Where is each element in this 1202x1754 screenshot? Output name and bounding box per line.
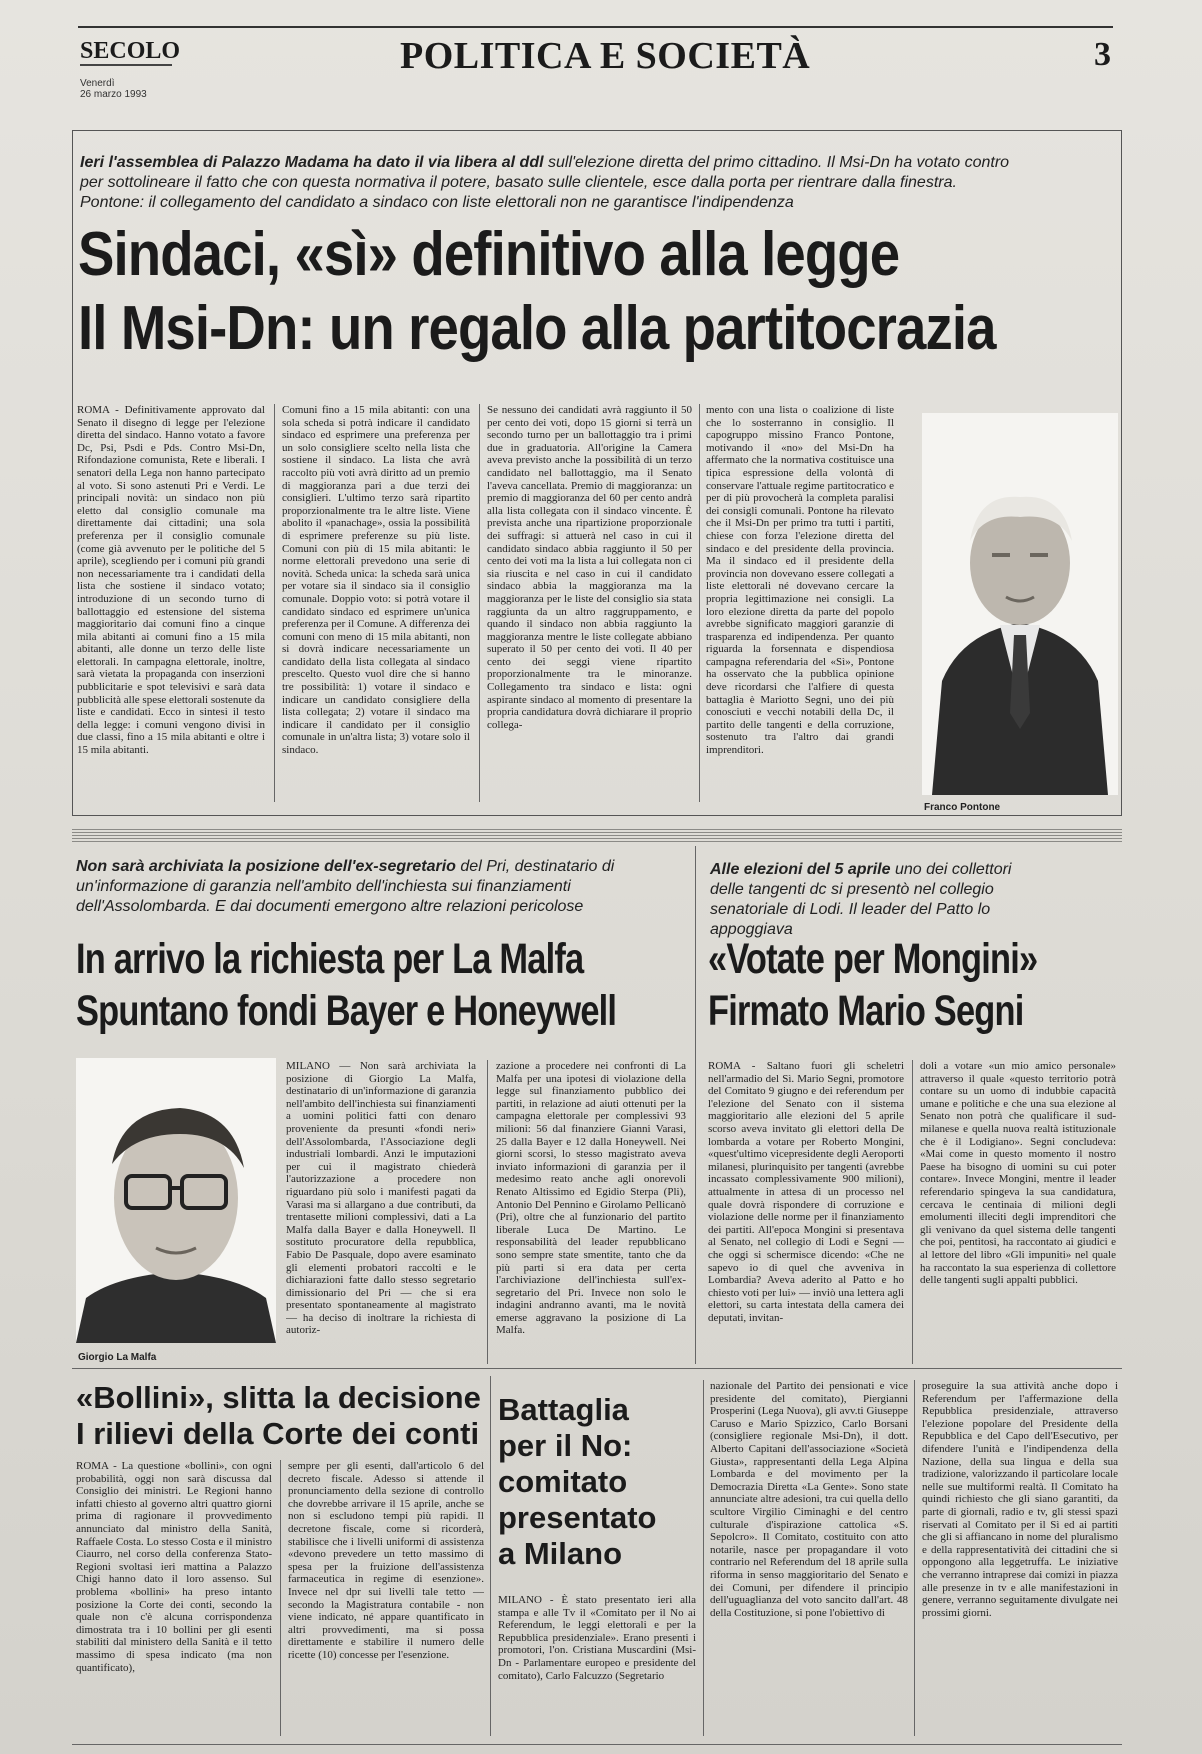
mongini-intro-rest: uno dei collettori delle tangenti dc si presentò nel collegio senatoriale di Lodi. Il leader del Patto lo appoggiava (710, 861, 1012, 938)
lamalfa-headline-1: In arrivo la richiesta per La Malfa (76, 935, 584, 983)
hatched-divider (72, 828, 1122, 842)
issue-date-text: 26 marzo 1993 (80, 89, 147, 100)
lamalfa-intro-rest: del Pri, destinatario di un'informazione di garanzia nell'ambito dell'inchiesta sui finanziamenti dell'Assolombarda. E dai documenti emergono altre relazioni pericolose (76, 858, 615, 915)
battaglia-headline-line: comitato (498, 1464, 628, 1499)
column-divider (914, 1380, 915, 1736)
column-divider (699, 404, 700, 802)
battaglia-column-1: MILANO - È stato presentato ieri alla stampa e alle Tv il «Comitato per il No ai Referendum, le leggi elettorali e per la Repubblica presidenziale». Erano presenti i promotori, l'on. Cristiana Muscardini (Msi-Dn - Parlamentare europeo e presidente del comitato), Carlo Falcuzzo (Segretario (498, 1594, 696, 1682)
column-divider (274, 404, 275, 802)
issue-date (80, 78, 147, 100)
lamalfa-intro-bold: Non sarà archiviata la posizione dell'ex-segretario (76, 858, 456, 875)
column-divider (912, 1060, 913, 1364)
battaglia-headline (498, 1392, 698, 1572)
battaglia-headline-line: per il No: (498, 1428, 633, 1463)
lamalfa-photo (76, 1058, 276, 1343)
mongini-headline-1: «Votate per Mongini» (708, 935, 1038, 983)
bollini-column-2: sempre per gli esenti, dall'articolo 6 del decreto fiscale. Adesso si attende il pronunciamento della sezione di controllo che dovrebbe arrivare il 15 aprile, anche se non si escludono tempi più rapidi. Il decretone fiscale, come si ricorderà, stabilisce che i livelli uniformi di assistenza «devono prevedere un tetto massimo di spesa per la fruizione dell'assistenza farmaceutica in regime di esenzione». Invece nel dpr sui livelli tale tetto — secondo la Magistratura contabile - non viene indicato, né appare quantificato in altri provvedimenti, ma si possa direttamente e stabilire il numero delle ricette (10) concesse per l'esenzione. (288, 1460, 484, 1661)
lead-intro (80, 153, 1020, 213)
section-divider (695, 846, 696, 1364)
lead-column-4: mento con una lista o coalizione di liste che lo sosterranno in consiglio. Il capogruppo missino Franco Pontone, motivando il «no» del Msi-Dn ha affermato che la normativa costituisce una tipica espressione della volontà di conservare l'attuale regime partitocratico e per di più provocherà la completa paralisi dei consigli comunali. Pontone ha rilevato che il Msi-Dn per primo tra tutti i partiti, chiese con forza l'elezione diretta del sindaco e del presidente della provincia. Ma il sindaco ed il presidente della provincia non dovevano essere collegati a liste elettorali né dovevano cercare la propria legittimazione nei consigli. La loro elezione diretta da parte del popolo avrebbe significato maggiori garanzie di trasparenza ed indipendenza. Per quanto riguarda la forsennata e dispendiosa campagna referendaria del «Sì», Pontone ha osservato che la pubblica opinione deve ricordarsi che l'alfiere di questa battaglia è Mariotto Segni, uno dei più conosciuti e vecchi notabili della Dc, il partito delle tangenti e della corruzione, sostenuto tra l'altro dai grandi imprenditori. (706, 404, 894, 757)
issue-day: Venerdì (80, 78, 115, 89)
masthead-underline (80, 64, 172, 66)
lead-column-2: Comuni fino a 15 mila abitanti: con una sola scheda si potrà indicare il candidato sindaco ed esprimere una preferenza per un solo consigliere scelto nella lista che sostiene il sindaco. La lista che avrà raccolto più voti avrà diritto ad un premio di maggioranza pari a due terzi dei consiglieri. L'ultimo terzo sarà ripartito proporzionalmente tra le altre liste. Viene abolito il «panachage», ossia la possibilità di esprimere preferenze su più liste. Comuni con più di 15 mila abitanti: le norme elettorali prevedono una serie di novità. Scheda unica: la scheda sarà unica per votare sia il sindaco sia il consiglio comunale. Doppio voto: si potrà votare il candidato sindaco ed esprimere un'unica preferenza per il Comune. A differenza dei comuni con meno di 15 mila abitanti, non si dovrà indicare necessariamente un candidato della lista collegata al sindaco prescelto. Questo vuol dire che si hanno tre possibilità: 1) votare il sindaco e indicare un candidato consigliere della lista collegata; 2) votare il sindaco ma indicare il candidato per il consiglio comunale in un'altra lista; 3) votare solo il sindaco. (282, 404, 470, 757)
lamalfa-headline-2: Spuntano fondi Bayer e Honeywell (76, 987, 617, 1035)
lead-headline-1: Sindaci, «sì» definitivo alla legge (78, 220, 900, 289)
lead-column-3: Se nessuno dei candidati avrà raggiunto il 50 per cento dei voti, dopo 15 giorni si terrà un secondo turno per un ballottaggio tra i primi due in graduatoria. All'origine la Camera aveva previsto anche la possibilità di un terzo candidato nel ballottaggio, ma il Senato l'aveva cancellata. Premio di maggioranza: un premio di maggioranza del 60 per cento andrà alla lista collegata con il sindaco vincente. È prevista anche una ripartizione proporzionale dei suffragi: si attuerà nel caso in cui il candidato sindaco abbia raggiunto il 50 per cento dei voti ma la lista a lui collegata non ci sia riuscita e nel caso in cui il candidato sindaco abbia la maggioranza ma la maggioranza per le liste del consiglio sia stata raggiunta da un altro raggruppamento, e quando il sindaco non abbia raggiunto la maggioranza mentre le liste collegate abbiano superato il 50 per cento dei voti. Il 40 per cento dei seggi viene ripartito proporzionalmente tra le minoranze. Collegamento tra sindaco e lista: ogni aspirante sindaco al momento di presentare la propria candidatura dovrà dichiarare il proprio collega- (487, 404, 692, 731)
bollini-headline-2: I rilievi della Corte dei conti (76, 1416, 480, 1451)
mongini-column-1: ROMA - Saltano fuori gli scheletri nell'armadio del Sì. Mario Segni, promotore del Comitato 9 giugno e dei referendum per l'elezione del Senato con il sistema maggioritario alle elezioni del 5 aprile scorso aveva invitato gli elettori della De lombarda a votare per Roberto Mongini, «quest'ultimo vicepresidente degli Aeroporti milanesi, plurinquisito per tangenti (avrebbe incassato complessivamente 900 milioni), attualmente in attesa di un processo nel quale dovrà rispondere di corruzione e violazione delle norme per il finanziamento dei partiti. All'epoca Mongini si presentava al Senato, nel collegio di Lodi e Segni — che oggi si schermisce dicendo: «Che ne sapevo io di quel che avveniva in Lombardia? Aveva aderito al Patto e ho chiesto voti per lui» — inviò una lettera agli elettori, su carta intestata della camera dei deputati, invitan- (708, 1060, 904, 1324)
bottom-rule (72, 1744, 1122, 1745)
mongini-intro-bold: Alle elezioni del 5 aprile (710, 861, 891, 878)
battaglia-column-3: proseguire la sua attività anche dopo i Referendum per l'affermazione della Repubblica presidenziale, attraverso l'elezione popolare del Presidente della Repubblica e del Capo dell'Esecutivo, per difendere l'unità e l'indipendenza della Nazione, della sua lingua e della sua tradizione, valorizzando il particolare locale nelle sue multiformi realtà. Il Comitato ha quindi richiesto che gli siano garantiti, da parte di giornali, radio e tv, gli stessi spazi riservati al Comitato per il Sì ed ai partiti che gli si affiancano in nome del pluralismo e della rappresentatività dei cittadini che si oppongono alla leggetruffa. Le iniziative che verranno intraprese dai comizi in piazza alle presenze in tv e alle manifestazioni in genere, verranno seguitamente divulgate nei prossimi giorni. (922, 1380, 1118, 1619)
battaglia-column-2: nazionale del Partito dei pensionati e vice presidente del comitato), Piergianni Prosperini (Lega Nuova), gli avv.ti Giuseppe Caruso e Mario Spizzico, Carlo Borsani (consigliere regionale Msi-Dn), il dott. Alberto Capitani dell'associazione «Società Giusta», rappresentanti della Lega Alpina Lombarda e del movimento per la Democrazia Diretta «La Gente». Sono state annunciate altre adesioni, tra cui quella dello scultore Virgilio Ciminaghi e del centro culturale d'ispirazione cattolica «S. Sepolcro». Il Comitato, costituito con atto notarile, nasce per propagandare il voto contrario nel Referendum del 18 aprile sulla riforma in senso maggioritario del Senato e dei Comuni, per difendere il principio dell'uguaglianza del voto sancito dall'art. 48 della Costituzione, si pone l'obiettivo di (710, 1380, 908, 1619)
lead-column-1: ROMA - Definitivamente approvato dal Senato il disegno di legge per l'elezione diretta del sindaco. Hanno votato a favore Dc, Psi, Psdi e Pds. Contro Msi-Dn, Rifondazione comunista, Rete e liberali. I senatori della Lega non hanno partecipato al voto. Si sono astenuti Pri e Verdi. Le principali novità: un sindaco non più eletto dal consiglio comunale ma direttamente dai cittadini; una sola preferenza per il consiglio comunale (come già avvenuto per le politiche del 5 aprile), scegliendo per i comuni più grandi non necessariamente tra i candidati della lista che sostiene il sindaco votato; introduzione di un secondo turno di ballottaggio ed estensione del sistema maggioritario dai comuni fino a cinque mila abitanti ai comuni fino a 15 mila abitanti, alle donne un terzo delle liste elettorali. In campagna elettorale, inoltre, sarà vietata la propaganda con inserzioni pubblicitarie e spot televisivi e sarà data pubblicità alle spese elettorali sostenute da liste e candidati. Ecco in sintesi il testo della legge: i comuni vengono divisi in due classi, fino a 15 mila abitanti e oltre i 15 mila abitanti. (77, 404, 265, 757)
lamalfa-caption: Giorgio La Malfa (78, 1352, 157, 1363)
column-divider (479, 404, 480, 802)
mongini-headline-2: Firmato Mario Segni (708, 987, 1024, 1035)
lead-intro-bold: Ieri l'assemblea di Palazzo Madama ha dato il via libera al ddl (80, 154, 544, 171)
bollini-headline-1: «Bollini», slitta la decisione (76, 1380, 481, 1415)
horizontal-divider (72, 1368, 1122, 1369)
battaglia-headline-line: Battaglia (498, 1392, 629, 1427)
section-divider (490, 1376, 491, 1736)
lamalfa-column-2: zazione a procedere nei confronti di La Malfa per una ipotesi di violazione della legge sul finanziamento pubblico dei partiti, in relazione ad aiuti ottenuti per la campagna elettorale per complessivi 93 milioni: 56 dal finanziere Gianni Varasi, 25 dalla Bayer e 12 dalla Honeywell. Nei giorni scorsi, lo stesso magistrato aveva inviato informazioni di garanzia per il medesimo reato anche agli onorevoli Renato Altissimo ed Egidio Sterpa (Pli), Antonio Del Pennino e Girolamo Pellicanò (Pri), oltre che al funzionario del partito liberale Luca De Martino. Le responsabilità del leader repubblicano sono sempre state smentite, tanto che da più parti si era data per certa l'archiviazione dell'inchiesta sull'ex-segretario del Pri. Invece non solo le indagini andranno avanti, ma le novità emerse aggravano la posizione di La Malfa. (496, 1060, 686, 1337)
bollini-column-1: ROMA - La questione «bollini», con ogni probabilità, oggi non sarà discussa dal Consiglio dei ministri. Le Regioni hanno infatti chiesto al governo altri quattro giorni prima di ragionare il provvedimento annunciato dal ministro della Sanità, Raffaele Costa. Lo stesso Costa e il ministro Ciaurro, nel corso della conferenza Stato-Regioni svoltasi ieri mattina a Palazzo Chigi hanno dato il loro assenso. Sul problema «bollini» ha preso intanto posizione la Corte dei conti, secondo la quale non c'è alcuna corrispondenza dimostrata tra i 10 bollini per gli esenti stabiliti dal ministero della Sanità e il tetto massimo di spesa indicato (ma non quantificato), (76, 1460, 272, 1674)
column-divider (280, 1460, 281, 1736)
page-number: 3 (1094, 36, 1111, 73)
lamalfa-column-1: MILANO — Non sarà archiviata la posizione di Giorgio La Malfa, destinatario di un'informazione di garanzia nell'ambito dell'inchiesta sui finanziamenti a uomini politici fatti con denaro proveniente da presunti «fondi neri» dell'Assolombarda, l'Associazione degli industriali lombardi. Anzi le imputazioni per cui il magistrato chiederà l'autorizzazione a procedere non riguardano più solo i manifesti pagati da Varasi ma si allargano a due contributi, da trentasette milioni complessivi, dati a La Malfa dalla Bayer e dalla Honeywell. Il sostituto procuratore della repubblica, Fabio De Pasquale, dopo avere esaminato gli elementi probatori raccolti e le dichiarazioni fatte dallo stesso segretario dimissionario del Pri — che si era presentato spontaneamente al magistrato — ha deciso di inoltrare la richiesta di autoriz- (286, 1060, 476, 1337)
portrait-figure (922, 413, 1118, 795)
lamalfa-portrait (76, 1058, 276, 1343)
top-rule (78, 26, 1113, 28)
battaglia-headline-line: presentato (498, 1500, 657, 1535)
section-title: POLITICA E SOCIETÀ (400, 35, 811, 77)
mongini-intro (710, 860, 1040, 940)
column-divider (487, 1060, 488, 1364)
masthead-logo: SECOLO (80, 38, 181, 64)
battaglia-headline-line: a Milano (498, 1536, 623, 1571)
lead-intro-rest: sull'elezione diretta del primo cittadino. Il Msi-Dn ha votato contro per sottolineare il fatto che con questa normativa il potere, basato sulle clientele, esce dalla porta per rientrare dalla finestra. Pontone: il collegamento del candidato a sindaco con liste elettorali non ne garantisce l'indipendenza (80, 154, 1010, 211)
mongini-column-2: doli a votare «un mio amico personale» attraverso il quale «questo territorio potrà contare su un uomo di indubbie capacità umane e politiche e che una sua elezione al Senato non potrà che qualificare il sud-milanese e quella nuova realtà istituzionale che è il Lodigiano». Segni concludeva: «Mai come in questo momento il nostro Paese ha bisogno di uomini su cui poter contare». Invece Mongini, mentre il leader referendario spingeva la sua candidatura, cercava le centinaia di milioni degli emolumenti illeciti degli imprenditori che gli venivano da quel sistema delle tangenti che poi, pentitosi, ha raccontato ai giudici e al lettore del libro «Gli impuniti» nel quale ha raccontato la sua esperienza di collettore delle tangenti sugli appalti pubblici. (920, 1060, 1116, 1287)
pontone-caption: Franco Pontone (924, 802, 1001, 813)
pontone-photo (922, 413, 1118, 795)
lead-headline-2: Il Msi-Dn: un regalo alla partitocrazia (78, 294, 996, 363)
lamalfa-intro (76, 857, 636, 917)
column-divider (703, 1380, 704, 1736)
